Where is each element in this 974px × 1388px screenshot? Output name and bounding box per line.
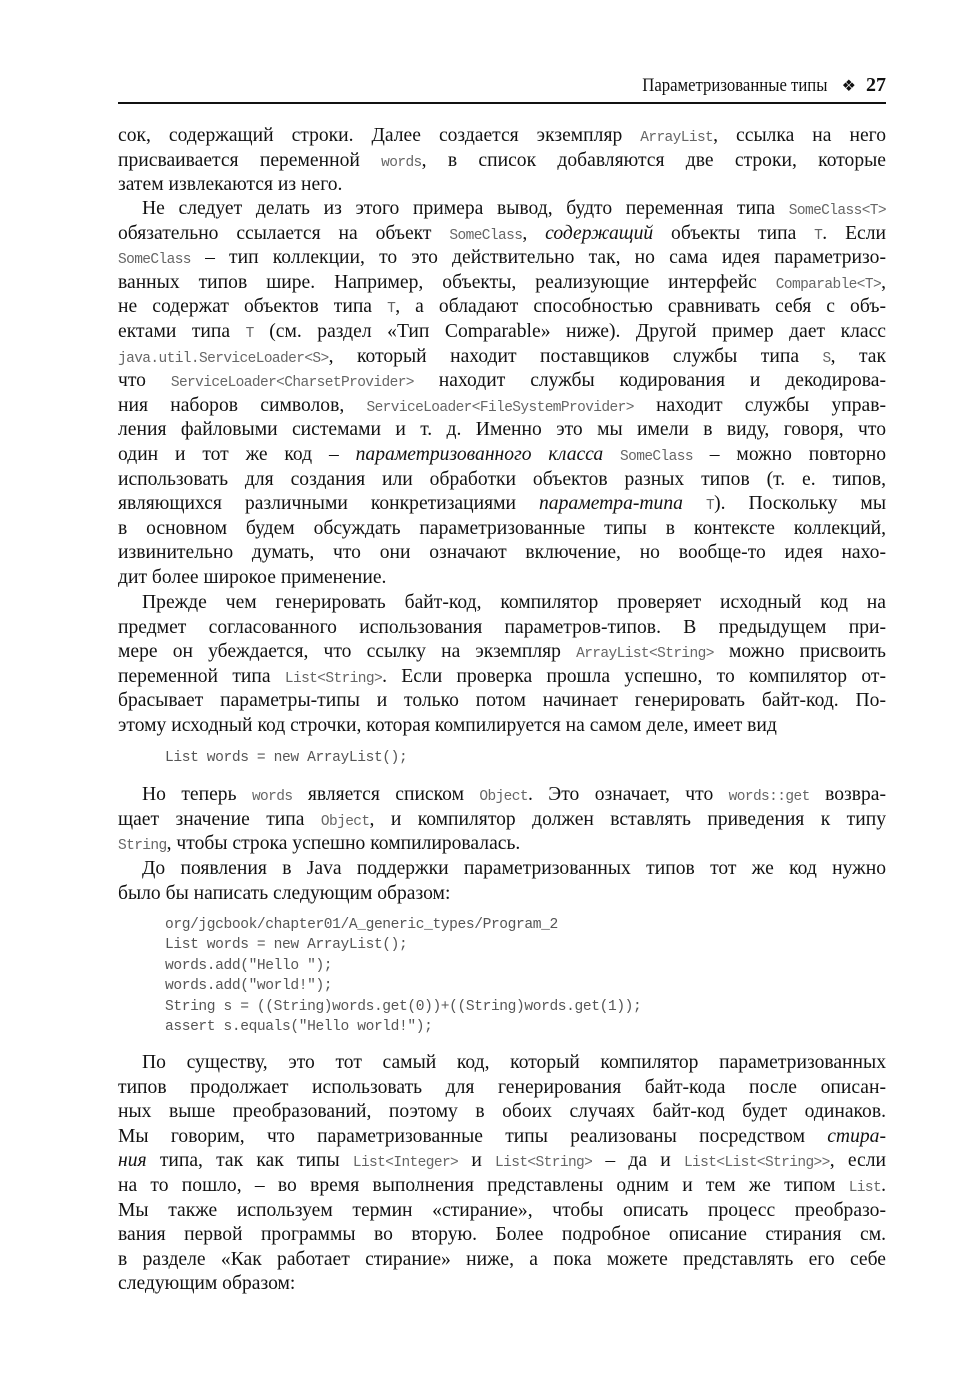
text-line bbox=[118, 149, 886, 174]
text-run: , так bbox=[830, 345, 886, 367]
text-line bbox=[118, 394, 886, 419]
text-run: ных выше преобразований, поэтому в обоих случаях байт-код будет одинаков. bbox=[118, 1101, 886, 1123]
text-run: дит более широкое применение. bbox=[118, 566, 387, 588]
code-line: List words = new ArrayList(); bbox=[165, 937, 408, 954]
text-run: вания первой программы во вторую. Более подробное описание стирания см. bbox=[118, 1224, 886, 1246]
text-run: предмет согласованного использования параметров-типов. В предыдущем при- bbox=[118, 616, 886, 638]
code-line: words.add("Hello "); bbox=[165, 957, 333, 974]
text-run: мере он убеждается, что ссылку на экземпляр bbox=[118, 641, 577, 663]
inline-code: T bbox=[245, 325, 254, 342]
text-run: находит службы кодирования и декодирова- bbox=[413, 370, 886, 392]
text-line bbox=[118, 832, 886, 857]
text-line bbox=[118, 1051, 886, 1076]
text-run: в разделе «Как работает стирание» ниже, а пока можете представлять его себе bbox=[118, 1248, 886, 1270]
paragraph bbox=[118, 857, 886, 906]
italic-term: содержащий bbox=[545, 222, 654, 244]
text-run: типа, так как типы bbox=[146, 1150, 353, 1172]
text-run: что bbox=[118, 370, 171, 392]
text-line bbox=[118, 1125, 886, 1150]
inline-code: SomeClass bbox=[118, 252, 191, 269]
text-line bbox=[118, 1100, 886, 1125]
italic-term: параметризованного класса bbox=[355, 443, 604, 465]
text-run: присваивается переменной bbox=[118, 149, 382, 171]
text-line bbox=[118, 246, 886, 271]
code-line: assert s.equals("Hello world!"); bbox=[165, 1018, 433, 1035]
text-run: , в список добавляются две строки, которые bbox=[421, 149, 886, 171]
text-run: , bbox=[881, 271, 886, 293]
text-run: объекты типа bbox=[653, 222, 815, 244]
code-line: org/jgcbook/chapter01/A_generic_types/Program_2 bbox=[165, 917, 558, 933]
text-run: обязательно ссылается на объект bbox=[118, 222, 450, 244]
text-line bbox=[118, 616, 886, 641]
text-run: Прежде чем генерировать байт-код, компилятор проверяет исходный код на bbox=[142, 592, 886, 613]
text-line bbox=[118, 689, 886, 714]
text-line bbox=[118, 857, 886, 882]
inline-code: List<List<String>> bbox=[683, 1155, 830, 1172]
text-run: является списком bbox=[292, 784, 480, 805]
inline-code: Object bbox=[479, 789, 528, 805]
text-line bbox=[118, 882, 886, 907]
text-run: можно присвоить bbox=[713, 641, 886, 663]
running-header bbox=[118, 74, 886, 104]
inline-code: Comparable<T> bbox=[775, 276, 882, 293]
inline-code: List<String> bbox=[495, 1155, 593, 1172]
text-run: в основном будем обсуждать параметризованные типы в контексте коллекций, bbox=[118, 517, 886, 539]
text-line bbox=[118, 714, 886, 739]
text-run: . Если bbox=[822, 222, 886, 244]
text-line bbox=[118, 124, 886, 149]
inline-code: S bbox=[822, 350, 831, 367]
text-run: ектами типа bbox=[118, 320, 246, 342]
paragraph bbox=[118, 197, 886, 591]
text-line bbox=[118, 665, 886, 690]
text-run: До появления в Java поддержки параметризованных типов тот же код нужно bbox=[142, 858, 886, 879]
inline-code: ArrayList<String> bbox=[576, 646, 714, 663]
inline-code: List<Integer> bbox=[352, 1155, 459, 1172]
text-run: использовать для создания или обработки объектов разных типов (т. е. типов, bbox=[118, 468, 886, 490]
text-run: Но теперь bbox=[142, 784, 252, 805]
paragraph bbox=[118, 1051, 886, 1297]
text-line bbox=[118, 295, 886, 320]
text-line bbox=[118, 1199, 886, 1224]
text-line bbox=[118, 1223, 886, 1248]
italic-term: параметра-типа bbox=[539, 493, 683, 515]
text-run: , если bbox=[829, 1150, 886, 1172]
text-line bbox=[118, 173, 886, 198]
code-line: String s = ((String)words.get(0))+((String)words.get(1)); bbox=[165, 998, 642, 1015]
text-run: , чтобы строка успешно компилировалась. bbox=[166, 833, 521, 855]
text-line bbox=[118, 566, 886, 591]
text-run: Мы также используем термин «стирание», чтобы описать процесс преобразо- bbox=[118, 1199, 886, 1221]
text-run: . Если проверка прошла успешно, то компилятор от- bbox=[382, 665, 886, 687]
text-run: , ссылка на него bbox=[713, 125, 886, 146]
text-run: (см. раздел «Тип Comparable» ниже). Другой пример дает класс bbox=[253, 320, 886, 342]
text-run: являющихся различными конкретизациями bbox=[118, 493, 539, 515]
text-run: сок, содержащий строки. Далее создается экземпляр bbox=[118, 125, 641, 146]
inline-code: List<String> bbox=[284, 670, 383, 687]
code-line: List words = new ArrayList(); bbox=[165, 750, 408, 766]
text-run: не содержат объектов типа bbox=[118, 296, 388, 318]
text-line bbox=[118, 640, 886, 665]
text-run: ). Поскольку мы bbox=[714, 493, 886, 515]
inline-code: T bbox=[814, 227, 823, 244]
italic-term: ния bbox=[118, 1150, 147, 1172]
text-run: находит службы управ- bbox=[633, 394, 887, 416]
text-run: . bbox=[881, 1174, 886, 1196]
running-header-title: Параметризованные типы bbox=[642, 75, 828, 96]
text-run: и bbox=[458, 1150, 496, 1172]
text-line bbox=[118, 591, 886, 616]
inline-code: String bbox=[118, 838, 167, 855]
paragraph bbox=[118, 591, 886, 739]
text-line bbox=[118, 418, 886, 443]
text-run: типов продолжает использовать для генерирования байт-кода после описан- bbox=[118, 1076, 886, 1098]
inline-code: SomeClass bbox=[620, 448, 693, 465]
text-line bbox=[118, 369, 886, 394]
text-run: затем извлекаются из него. bbox=[118, 174, 343, 196]
inline-code: T bbox=[387, 301, 396, 318]
text-line bbox=[118, 783, 886, 808]
text-run: на то пошло, – во время выполнения представлены одним и тем же типом bbox=[118, 1174, 849, 1196]
inline-code: words::get bbox=[728, 789, 810, 805]
text-line bbox=[118, 541, 886, 566]
text-run: извинительно думать, что они означают включение, но вообще-то идея нахо- bbox=[118, 542, 886, 564]
text-run bbox=[683, 493, 706, 514]
text-run: Мы говорим, что параметризованные типы реализованы посредством bbox=[118, 1125, 828, 1147]
text-run: ния наборов символов, bbox=[118, 394, 367, 416]
text-line bbox=[118, 808, 886, 833]
text-run: ванных типов шире. Например, объекты, реализующие интерфейс bbox=[118, 271, 776, 293]
text-line bbox=[118, 345, 886, 370]
text-line bbox=[118, 222, 886, 247]
text-run: – да и bbox=[592, 1150, 684, 1172]
paragraph bbox=[118, 783, 886, 857]
paragraph bbox=[118, 124, 886, 198]
inline-code: SomeClass bbox=[449, 227, 523, 244]
inline-code: Object bbox=[320, 813, 370, 830]
inline-code: ServiceLoader<FileSystemProvider> bbox=[366, 399, 634, 416]
code-listing bbox=[165, 748, 407, 768]
text-line bbox=[118, 468, 886, 493]
text-run: , который находит поставщиков службы типа bbox=[328, 345, 823, 367]
text-run: – можно повторно bbox=[692, 443, 887, 465]
text-line bbox=[118, 443, 886, 468]
text-run: . Это означает, что bbox=[527, 784, 729, 805]
text-line bbox=[118, 1174, 886, 1199]
text-run: было бы написать следующим образом: bbox=[118, 882, 451, 904]
italic-term: стира- bbox=[827, 1125, 886, 1147]
text-line bbox=[118, 197, 886, 222]
text-run: возвра- bbox=[809, 784, 886, 805]
text-line bbox=[118, 271, 886, 296]
inline-code: words bbox=[251, 789, 293, 805]
inline-code: ServiceLoader<CharsetProvider> bbox=[170, 375, 414, 392]
code-listing bbox=[165, 915, 641, 1037]
text-run: брасывает параметры-типы и только потом начинает генерировать байт-код. По- bbox=[118, 690, 886, 712]
inline-code: java.util.ServiceLoader<S> bbox=[118, 350, 329, 367]
text-run: ления файловыми системами и т. д. Именно это мы имели в виду, говоря, что bbox=[118, 419, 886, 441]
text-line bbox=[118, 1076, 886, 1101]
inline-code: words bbox=[381, 154, 422, 171]
text-run: По существу, это тот самый код, который компилятор параметризованных bbox=[142, 1052, 886, 1073]
inline-code: SomeClass<T> bbox=[788, 203, 886, 219]
text-line bbox=[118, 492, 886, 517]
inline-code: List bbox=[848, 1179, 882, 1196]
text-run: , bbox=[522, 222, 546, 244]
ornament-icon: ❖ bbox=[841, 78, 856, 95]
text-run: переменной типа bbox=[118, 665, 285, 687]
code-line: words.add("world!"); bbox=[165, 978, 333, 995]
text-run: Не следует делать из этого примера вывод, будто переменная типа bbox=[142, 198, 789, 219]
text-run: один и тот же код – bbox=[118, 443, 356, 465]
text-line bbox=[118, 1272, 886, 1297]
text-run: , а обладают способностью сравнивать себя с объ- bbox=[395, 296, 886, 318]
text-line bbox=[118, 1248, 886, 1273]
text-run: – тип коллекции, то это действительно так, но сама идея параметризо- bbox=[190, 247, 886, 269]
text-run: , и компилятор должен вставлять приведения к типу bbox=[369, 808, 887, 830]
text-line bbox=[118, 320, 886, 345]
text-run bbox=[603, 444, 620, 465]
inline-code: T bbox=[705, 498, 715, 515]
text-line bbox=[118, 517, 886, 542]
text-run: щает значение типа bbox=[118, 808, 321, 830]
text-line bbox=[118, 1149, 886, 1174]
text-run: следующим образом: bbox=[118, 1273, 296, 1295]
text-run: этому исходный код строчки, которая компилируется на самом деле, имеет вид bbox=[118, 714, 777, 736]
page-number: 27 bbox=[866, 74, 886, 96]
inline-code: ArrayList bbox=[640, 130, 714, 146]
